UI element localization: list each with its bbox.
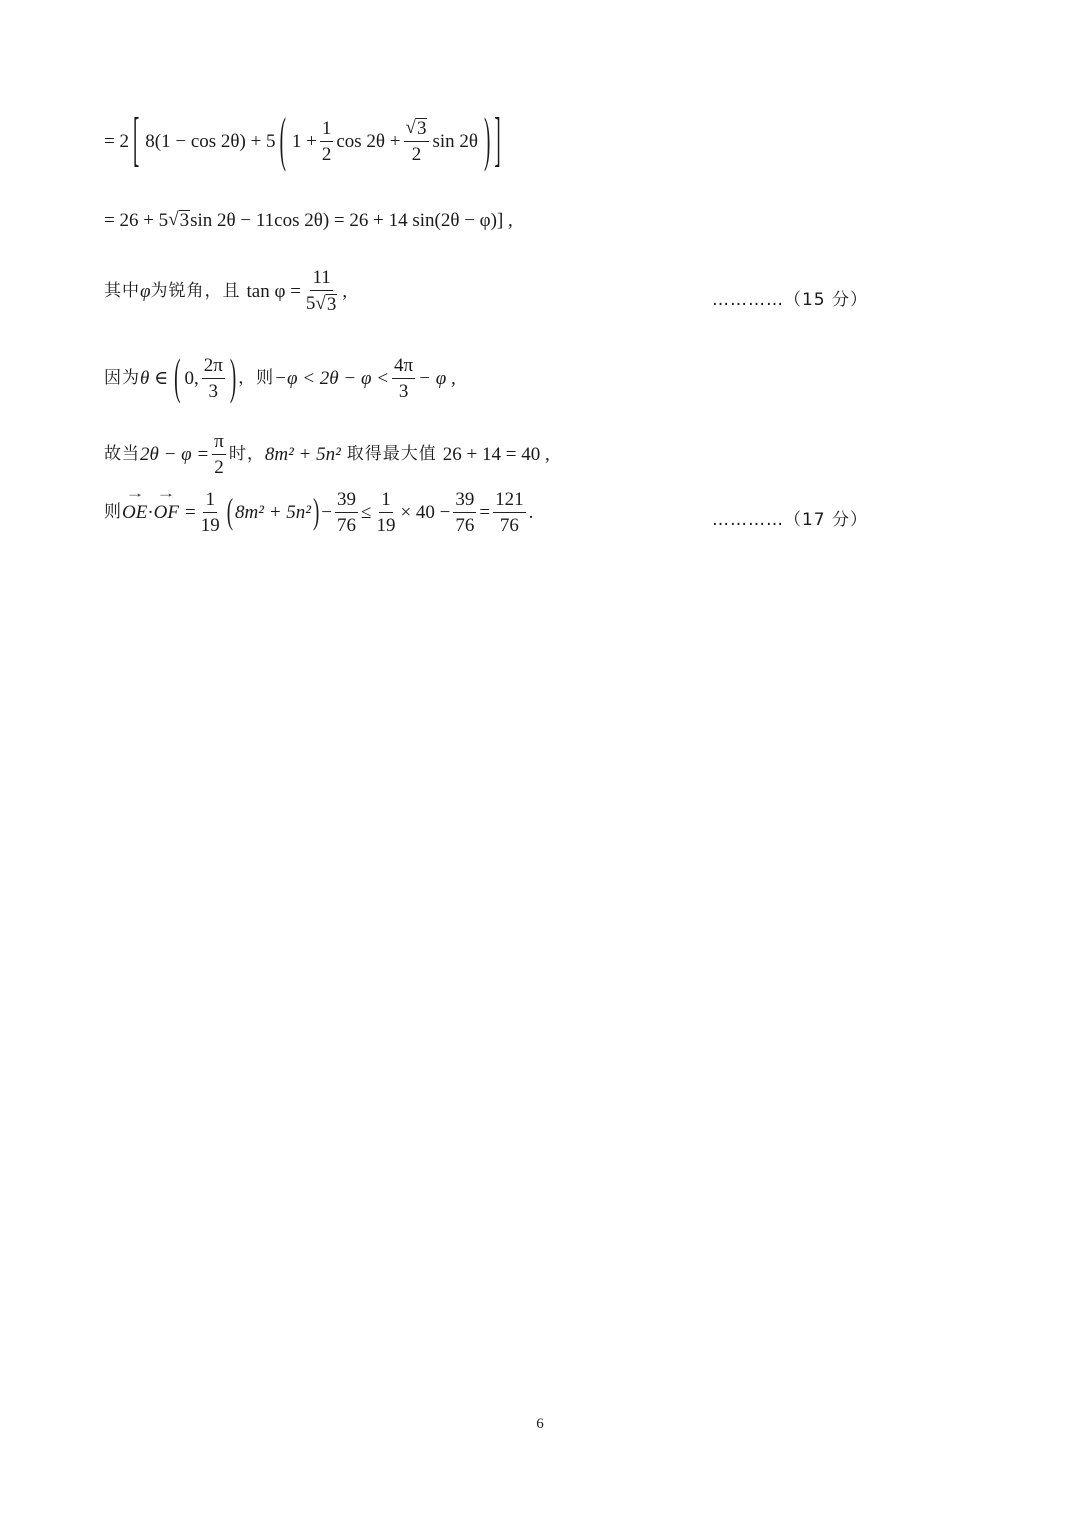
text-zh: 其中 [104,280,140,301]
vector-of: OF → [154,503,179,522]
tan-expr: tan φ = [246,280,301,302]
left-paren: ( [174,351,181,406]
fraction-2pi-3 [202,356,225,401]
equation-line-4 [104,351,456,406]
score-17: …………（17 分） [711,510,868,530]
vector-oe: OE → [122,503,147,522]
one-plus: 1 + [291,130,317,152]
fraction-39-76: $\frac{39}{76}$ [455,489,475,536]
equals: = [479,502,491,523]
fraction-sqrt3-over-2 [404,118,430,164]
sin-part: sin 2θ [432,130,478,152]
theta-in: θ ∈ [140,368,169,389]
fraction-39-76: $\frac{39}{76}$ [337,489,357,536]
fraction-1-19: $\frac{1}{19}$ [376,489,396,536]
cos-part: cos 2θ + [336,130,401,152]
interval-start: 0, [184,368,199,389]
score-15: …………（15 分） [711,290,868,310]
right-paren: ) [229,351,237,406]
fraction-num: 4π [392,356,415,379]
right-paren: ) [483,107,491,175]
fraction-den: 3 [208,381,219,402]
equation-line-2 [104,210,513,230]
text-zh: 为锐角，且 [150,280,241,301]
expr2: 8m² + 5n² [264,444,341,465]
inequality: −φ < 2θ − φ < [274,368,390,389]
fraction-half [320,119,334,164]
result: 26 + 14 = 40 , [442,444,550,465]
fraction-1-19: $\frac{1}{19}$ [200,489,220,536]
paren-expr: 8m² + 5n² [235,502,311,523]
dot: · [147,502,154,523]
equation-line-5 [104,432,550,477]
sqrt: √ 3 [315,293,337,315]
fraction-den: 2 [321,143,332,165]
fraction-den: 3 [398,381,409,402]
times: × 40 − [400,502,451,523]
page-number: 6 [536,1416,544,1432]
fraction-tan: 11 5 √ 3 [305,267,337,315]
equation-line-3 [104,268,347,314]
text-zh: 取得最大值 [346,444,437,464]
text-zh: 则 [104,502,122,522]
period: . [528,502,534,523]
inequality-tail: − φ , [418,368,456,389]
fraction-den: 2 [411,144,422,165]
fraction-num: 11 [310,268,332,291]
text-zh: 故当 [104,444,140,464]
text-zh: ，则 [238,368,275,388]
equation-line-6 [104,490,533,535]
fraction-num: π [212,432,226,455]
expr: 2θ − φ = [140,444,210,465]
minus: − [321,502,333,523]
le: ≤ [361,502,372,523]
phi-symbol: φ [140,280,151,302]
sqrt: √ 3 [168,209,190,231]
left-paren: ( [279,107,286,175]
term-a: 8(1 − cos 2θ) + 5 [145,130,276,152]
eq-prefix: = 2 [104,130,129,152]
right-paren: ) [312,492,320,533]
tail: , [342,280,348,302]
fraction-num: 1 [320,119,334,142]
fraction-num: 2π [202,356,225,379]
left-paren: ( [226,492,234,533]
left-bracket: [ [132,107,140,175]
fraction-den: 2 [214,457,224,478]
text-zh: 因为 [104,368,140,388]
equation-line-1 [104,107,503,175]
fraction-4pi-3 [392,356,415,401]
text-zh: 时， [228,444,265,464]
fraction-121-76: $\frac{121}{76}$ [495,489,524,536]
equals: = [184,502,196,523]
line2-part2: sin 2θ − 11cos 2θ) = 26 + 14 sin(2θ − φ)] , [190,209,513,231]
sqrt: √ 3 [405,117,427,139]
fraction-pi-2 [212,432,226,477]
line2-part1: = 26 + 5 [104,209,169,231]
right-bracket: ] [494,107,501,175]
